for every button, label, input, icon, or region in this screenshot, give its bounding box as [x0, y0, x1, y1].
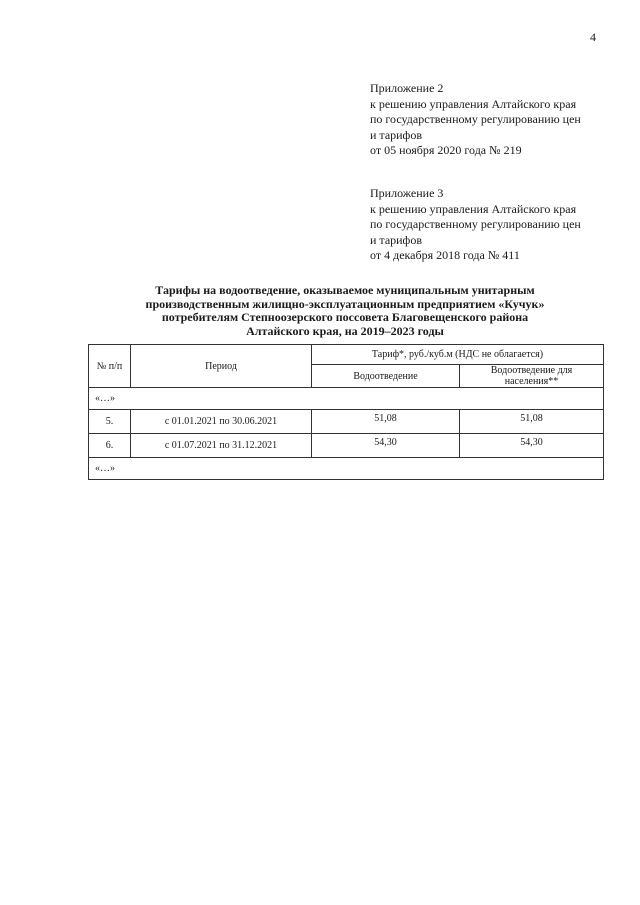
- row-num: 5.: [89, 410, 131, 434]
- table-header-row: [89, 345, 604, 365]
- table-row: [89, 410, 604, 434]
- row-water-tariff: 54,30: [312, 434, 460, 458]
- appendix-3-line: к решению управления Алтайского края: [370, 201, 577, 216]
- table-ellipsis-row: [89, 388, 604, 410]
- appendix-2-line: и тарифов: [370, 127, 423, 142]
- appendix-2-line: от 05 ноября 2020 года № 219: [370, 143, 522, 157]
- header-tariff-group: Тариф*, руб./куб.м (НДС не облагается): [312, 345, 604, 365]
- appendix-3-line: Приложение 3: [370, 186, 444, 200]
- header-water-disposal: Водоотведение: [312, 365, 460, 388]
- row-population-tariff: 51,08: [460, 410, 604, 434]
- header-water-disposal-population: Водоотведение для населения**: [460, 365, 604, 388]
- title-line: Тарифы на водоотведение, оказываемое муниципальным унитарным: [155, 283, 535, 297]
- title-line: потребителям Степноозерского поссовета Благовещенского района: [161, 310, 529, 324]
- document-title: [90, 284, 600, 338]
- title-line: Алтайского края, на 2019–2023 годы: [246, 323, 444, 338]
- row-water-tariff: 51,08: [312, 410, 460, 434]
- appendix-2-line: к решению управления Алтайского края: [370, 96, 577, 111]
- row-period: с 01.07.2021 по 31.12.2021: [131, 434, 312, 458]
- appendix-3-line: по государственному регулированию цен: [370, 217, 581, 231]
- title-line: производственным жилищно-эксплуатационным предприятием «Кучук»: [145, 296, 545, 311]
- row-num: 6.: [89, 434, 131, 458]
- page-number: 4: [590, 30, 596, 44]
- ellipsis-cell: «…»: [89, 388, 604, 410]
- ellipsis-cell: «…»: [89, 458, 604, 480]
- appendix-3-header: [370, 186, 620, 264]
- tariff-table: [88, 344, 604, 480]
- appendix-3-line: и тарифов: [370, 232, 423, 247]
- header-period: Период: [131, 345, 312, 388]
- appendix-2-header: [370, 81, 620, 159]
- header-num: № п/п: [89, 345, 131, 388]
- table-row: [89, 434, 604, 458]
- table-ellipsis-row: [89, 458, 604, 480]
- row-period: с 01.01.2021 по 30.06.2021: [131, 410, 312, 434]
- row-population-tariff: 54,30: [460, 434, 604, 458]
- appendix-2-line: по государственному регулированию цен: [370, 112, 581, 126]
- appendix-3-line: от 4 декабря 2018 года № 411: [370, 248, 520, 262]
- appendix-2-line: Приложение 2: [370, 81, 444, 95]
